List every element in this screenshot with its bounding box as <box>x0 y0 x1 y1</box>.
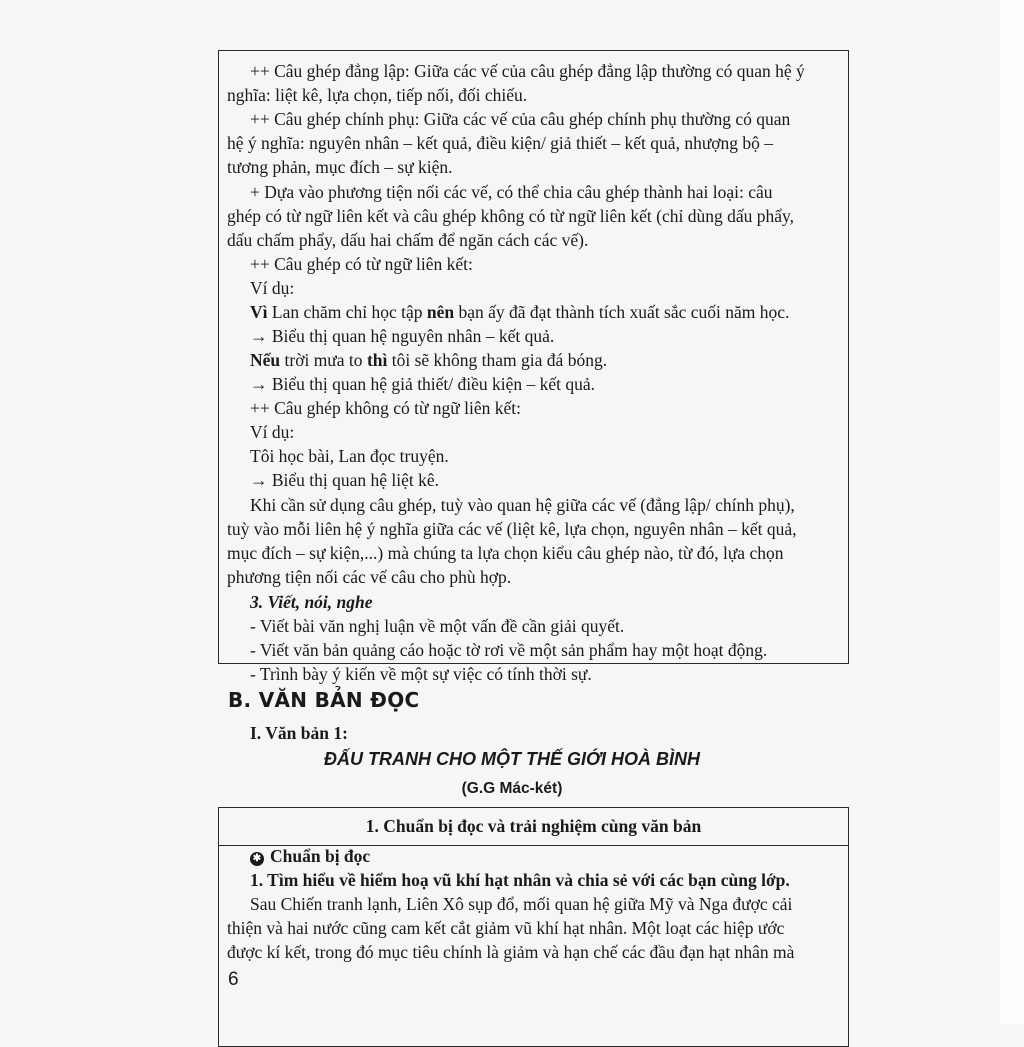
reading-box-header: 1. Chuẩn bị đọc và trải nghiệm cùng văn bản <box>219 808 848 846</box>
conjunction: thì <box>366 350 388 370</box>
text-line: tương phản, mục đích – sự kiện. <box>227 157 453 177</box>
example-sentence <box>250 301 789 323</box>
bullet-item: - Trình bày ý kiến về một sự việc có tính thời sự. <box>250 664 592 684</box>
prep-label <box>250 845 370 867</box>
text-line: Ví dụ: <box>250 422 295 442</box>
text-segment: Lan chăm chỉ học tập <box>267 302 427 322</box>
text-author: (G.G Mác-két) <box>461 780 563 797</box>
text-line: + Dựa vào phương tiện nối các vế, có thể chia câu ghép thành hai loại: câu <box>250 182 773 202</box>
conjunction: Nếu <box>250 350 281 370</box>
text-line: ++ Câu ghép có từ ngữ liên kết: <box>250 254 473 274</box>
text-line: hệ ý nghĩa: nguyên nhân – kết quả, điều kiện/ giả thiết – kết quả, nhượng bộ – <box>227 133 774 153</box>
example-sentence <box>250 349 607 371</box>
page-number: 6 <box>228 969 239 990</box>
text-line: Ví dụ: <box>250 278 295 298</box>
paragraph-line: mục đích – sự kiện,...) mà chúng ta lựa chọn kiểu câu ghép nào, từ đó, lựa chọn <box>227 543 784 563</box>
bullet-item: - Viết bài văn nghị luận về một vấn đề cần giải quyết. <box>250 616 625 636</box>
example-note: → Biểu thị quan hệ nguyên nhân – kết quả. <box>250 326 555 346</box>
example-note: → Biểu thị quan hệ giả thiết/ điều kiện – kết quả. <box>250 374 596 394</box>
page-edge <box>1000 0 1024 1024</box>
question: 1. Tìm hiểu về hiểm hoạ vũ khí hạt nhân và chia sẻ với các bạn cùng lớp. <box>250 870 790 890</box>
text-segment: bạn ấy đã đạt thành tích xuất sắc cuối năm học. <box>454 302 790 322</box>
text-line: ghép có từ ngữ liên kết và câu ghép không có từ ngữ liên kết (chỉ dùng dấu phẩy, <box>227 206 795 226</box>
text-line: Tôi học bài, Lan đọc truyện. <box>250 446 449 466</box>
text-line: dấu chấm phẩy, dấu hai chấm để ngăn cách các vế). <box>227 230 589 250</box>
conjunction: nên <box>426 302 455 322</box>
text-line: → Biểu thị quan hệ liệt kê. <box>250 470 440 490</box>
body-line: thiện và hai nước cũng cam kết cắt giảm vũ khí hạt nhân. Một loạt các hiệp ước <box>227 918 785 938</box>
body-line: Sau Chiến tranh lạnh, Liên Xô sụp đổ, mối quan hệ giữa Mỹ và Nga được cải <box>250 894 793 914</box>
body-line: được kí kết, trong đó mục tiêu chính là giảm và hạn chế các đầu đạn hạt nhân mà <box>227 942 795 962</box>
text-line: ++ Câu ghép không có từ ngữ liên kết: <box>250 398 522 418</box>
text-segment: tôi sẽ không tham gia đá bóng. <box>387 350 608 370</box>
subheading: 3. Viết, nói, nghe <box>250 592 373 612</box>
text-title: ĐẤU TRANH CHO MỘT THẾ GIỚI HOÀ BÌNH <box>323 749 701 769</box>
text-label: I. Văn bản 1: <box>250 723 348 743</box>
text-line: nghĩa: liệt kê, lựa chọn, tiếp nối, đối chiếu. <box>227 85 528 105</box>
conjunction: Vì <box>250 302 268 322</box>
text-line: ++ Câu ghép đẳng lập: Giữa các vế của câu ghép đẳng lập thường có quan hệ ý <box>250 61 805 81</box>
text-segment: trời mưa to <box>280 350 367 370</box>
text-line: ++ Câu ghép chính phụ: Giữa các vế của câu ghép chính phụ thường có quan <box>250 109 791 129</box>
paragraph-line: phương tiện nối các vế câu cho phù hợp. <box>227 567 512 587</box>
prep-label-text: Chuẩn bị đọc <box>270 846 371 866</box>
bullet-item: - Viết văn bản quảng cáo hoặc tờ rơi về một sản phẩm hay một hoạt động. <box>250 640 768 660</box>
star-icon: ✱ <box>250 852 264 866</box>
paragraph-line: Khi cần sử dụng câu ghép, tuỳ vào quan hệ giữa các vế (đẳng lập/ chính phụ), <box>250 495 795 515</box>
paragraph-line: tuỳ vào mỗi liên hệ ý nghĩa giữa các vế (liệt kê, lựa chọn, nguyên nhân – kết quả, <box>227 519 797 539</box>
section-heading: B. VĂN BẢN ĐỌC <box>228 688 420 712</box>
